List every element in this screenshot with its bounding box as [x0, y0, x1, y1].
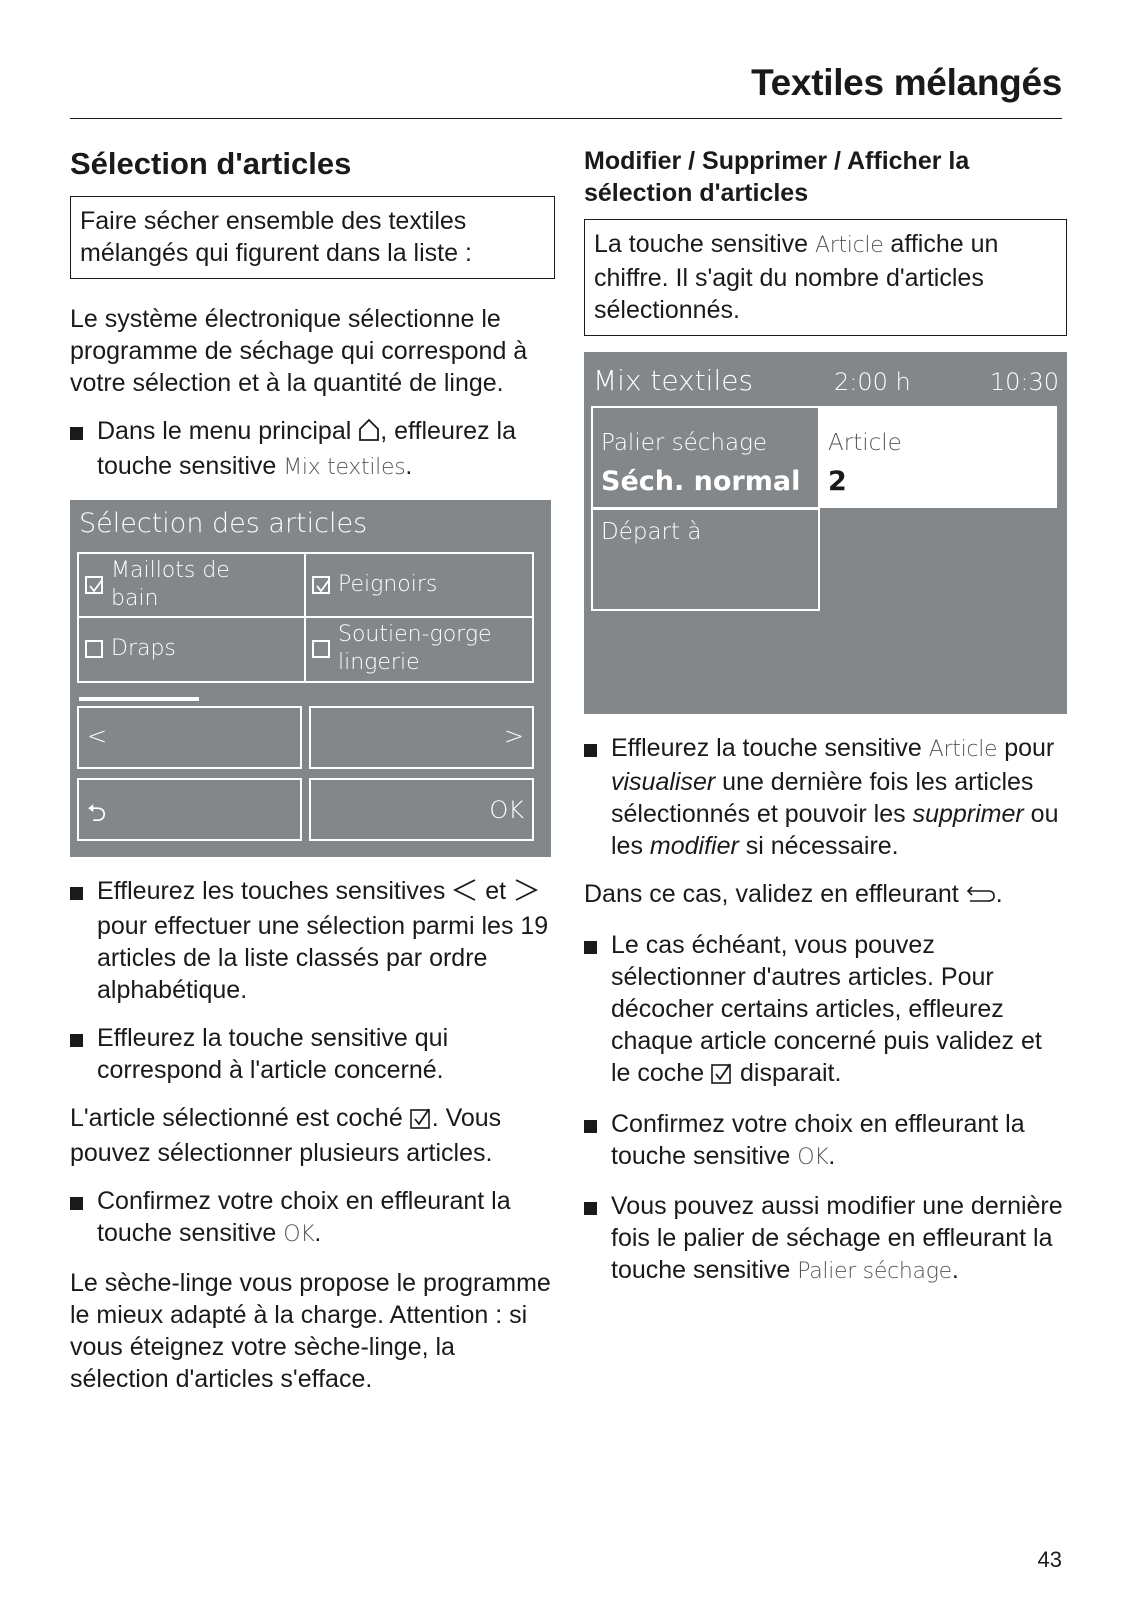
section-heading-modify: Modifier / Supprimer / Afficher la sélection d'articles [584, 147, 970, 207]
key-article: Article [928, 737, 998, 762]
bullet-view-articles: Effleurez la touche sensitive Article pour visualiser une dernière fois les articles sélectionnés et pouvoir les supprimer ou les modifier si nécessaire. [584, 732, 1067, 862]
article-item-peignoirs[interactable] [304, 552, 534, 618]
checkbox-checked-icon [312, 576, 330, 594]
palier-value: Séch. normal [601, 466, 801, 497]
bullet-navigation: Effleurez les touches sensitives et pour effectuer une sélection parmi les 19 articles de la liste classés par ordre alphabétique. [70, 875, 555, 1006]
header-rule [70, 118, 1062, 119]
articles-selection-screen [70, 500, 551, 857]
back-button[interactable] [77, 778, 302, 841]
checkbox-checked-icon [711, 1060, 733, 1092]
intro-box: Faire sécher ensemble des textiles mélangés qui figurent dans la liste : [70, 196, 555, 279]
key-palier-sechage: Palier séchage [797, 1259, 952, 1284]
info-box: La touche sensitive Article affiche un chiffre. Il s'agit du nombre d'articles sélectionnés. [584, 219, 1067, 336]
right-column [584, 145, 1067, 1304]
checkbox-checked-icon [410, 1105, 432, 1137]
palier-sechage-button[interactable] [591, 406, 820, 510]
key-ok: OK [797, 1145, 829, 1170]
bullet-select-others: Le cas échéant, vous pouvez sélectionner d'autres articles. Pour décocher certains articles, effleurez chaque article concerné puis validez et le coche disparait. [584, 929, 1067, 1092]
article-item-soutien-gorge[interactable] [304, 616, 534, 683]
paragraph-proposal: Le sèche-linge vous propose le programme le mieux adapté à la charge. Attention : si vous éteignez votre sèche-linge, la sélection d'articles s'efface. [70, 1269, 551, 1394]
article-label: Soutien-gorge lingerie [338, 622, 492, 676]
depart-a-button[interactable] [591, 507, 820, 611]
left-column [70, 145, 555, 1411]
article-item-draps[interactable] [77, 616, 306, 683]
article-label: Maillots de bain [111, 558, 230, 612]
screen-title: Mix textiles [593, 364, 754, 397]
duration-readout: 2:00 h [834, 368, 911, 396]
key-article: Article [814, 233, 884, 258]
mix-textiles-screen [584, 352, 1067, 714]
checkbox-unchecked-icon [312, 640, 330, 658]
bullet-main-menu: Dans le menu principal , effleurez la touche sensitive Mix textiles. [70, 415, 555, 484]
bullet-modify-palier: Vous pouvez aussi modifier une dernière fois le palier de séchage en effleurant la touche sensitive Palier séchage. [584, 1190, 1067, 1288]
back-arrow-icon: ⮌ [87, 799, 107, 828]
chevron-right-icon [513, 878, 539, 910]
ok-button[interactable] [309, 778, 534, 841]
article-item-maillots[interactable] [77, 552, 306, 618]
back-arrow-icon [966, 881, 996, 913]
paragraph-program: Le système électronique sélectionne le programme de séchage qui correspond à votre sélection et à la quantité de linge. [70, 305, 528, 398]
screen-title: Sélection des articles [79, 508, 368, 540]
paragraph-validate: Dans ce cas, validez en effleurant . [584, 878, 1067, 913]
article-count: 2 [828, 466, 847, 497]
bullet-confirm-ok: Confirmez votre choix en effleurant la touche sensitive OK. [584, 1108, 1067, 1174]
checkbox-unchecked-icon [85, 640, 103, 658]
paragraph-checked: L'article sélectionné est coché . Vous pouvez sélectionner plusieurs articles. [70, 1104, 502, 1168]
article-label: Article [828, 430, 902, 456]
section-heading-selection: Sélection d'articles [70, 146, 352, 181]
chevron-left-icon: < [87, 722, 108, 751]
key-ok: OK [283, 1222, 315, 1248]
bullet-confirm: Confirmez votre choix en effleurant la touche sensitive OK. [70, 1185, 555, 1251]
chevron-right-icon: > [503, 722, 524, 751]
scroll-indicator [79, 697, 199, 701]
article-button[interactable] [820, 406, 1057, 508]
bullet-touch-article: Effleurez la touche sensitive qui correspond à l'article concerné. [70, 1022, 555, 1086]
page-number: 43 [1037, 1547, 1062, 1572]
article-label: Draps [111, 636, 176, 662]
ok-label: OK [489, 796, 524, 825]
depart-label: Départ à [601, 519, 702, 545]
next-button[interactable] [309, 706, 534, 769]
checkbox-checked-icon [85, 576, 103, 594]
chevron-left-icon [452, 878, 478, 910]
home-icon [358, 418, 380, 450]
clock-readout: 10:30 [989, 368, 1059, 396]
palier-label: Palier séchage [601, 430, 768, 456]
header-title: Textiles mélangés [751, 62, 1062, 103]
article-label: Peignoirs [338, 572, 438, 598]
key-mix-textiles: Mix textiles [283, 455, 406, 481]
prev-button[interactable] [77, 706, 302, 769]
